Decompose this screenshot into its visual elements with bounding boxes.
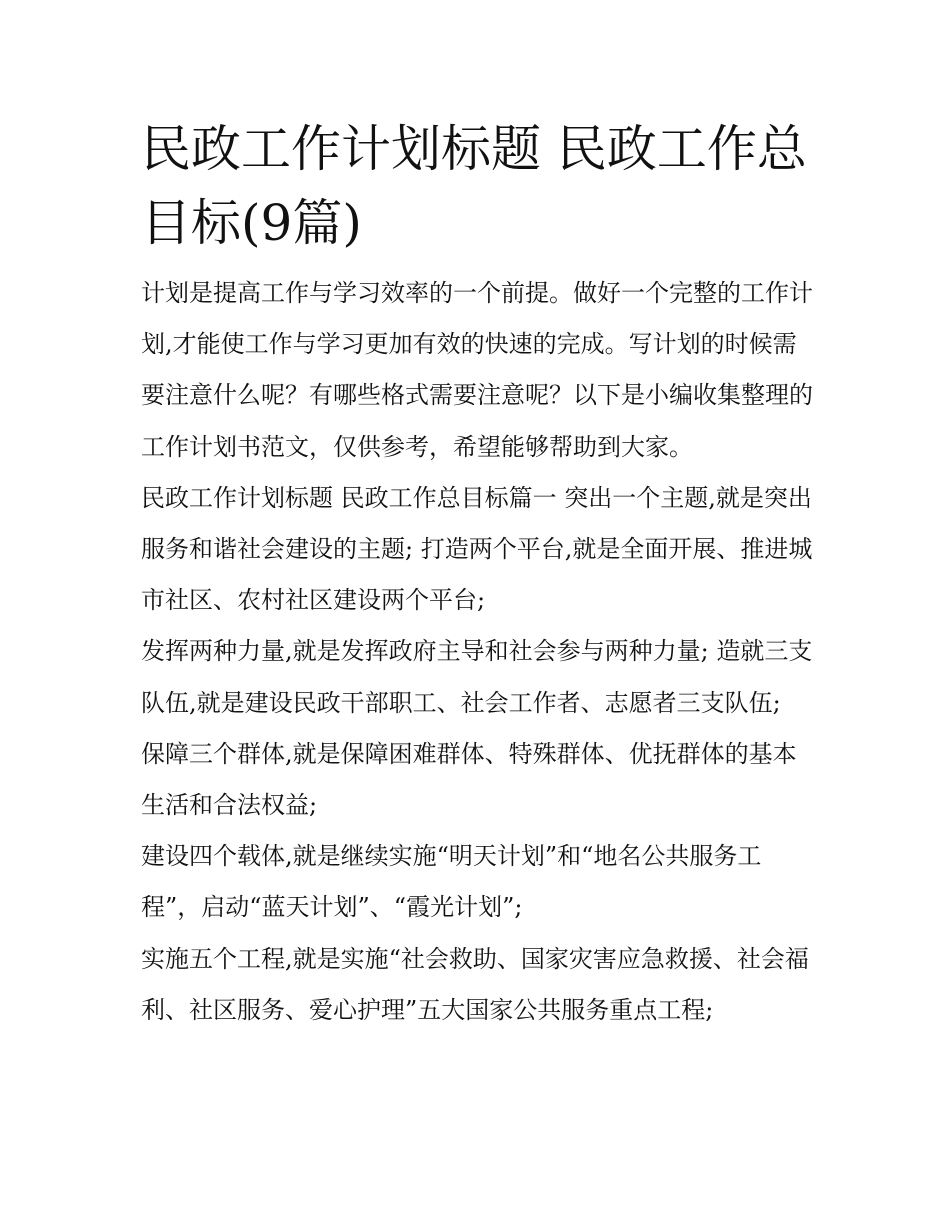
paragraph-four-carriers: 建设四个载体,就是继续实施“明天计划”和“地名公共服务工程”，启动“蓝天计划”、“霞光计划”; bbox=[141, 842, 762, 922]
document-body bbox=[141, 268, 813, 1036]
document-title: 民政工作计划标题 民政工作总目标(9篇) bbox=[141, 120, 807, 252]
paragraph-three-groups: 保障三个群体,就是保障困难群体、特殊群体、优抚群体的基本生活和合法权益; bbox=[141, 739, 797, 820]
document-page bbox=[141, 112, 813, 1036]
paragraph-two-forces: 发挥两种力量,就是发挥政府主导和社会参与两种力量; 造就三支队伍,就是建设民政干部职工、社会工作者、志愿者三支队伍; bbox=[141, 637, 813, 717]
paragraph-one-theme: 民政工作计划标题 民政工作总目标篇一 突出一个主题,就是突出服务和谐社会建设的主题; 打造两个平台,就是全面开展、推进城市社区、农村社区建设两个平台; bbox=[141, 483, 813, 615]
paragraph-five-projects: 实施五个工程,就是实施“社会救助、国家灾害应急救援、社会福利、社区服务、爱心护理”五大国家公共服务重点工程; bbox=[141, 944, 809, 1024]
paragraph-intro: 计划是提高工作与学习效率的一个前提。做好一个完整的工作计划,才能使工作与学习更加有效的快速的完成。写计划的时候需要注意什么呢？有哪些格式需要注意呢？以下是小编收集整理的工作计划书范文，仅供参考，希望能够帮助到大家。 bbox=[141, 279, 813, 461]
